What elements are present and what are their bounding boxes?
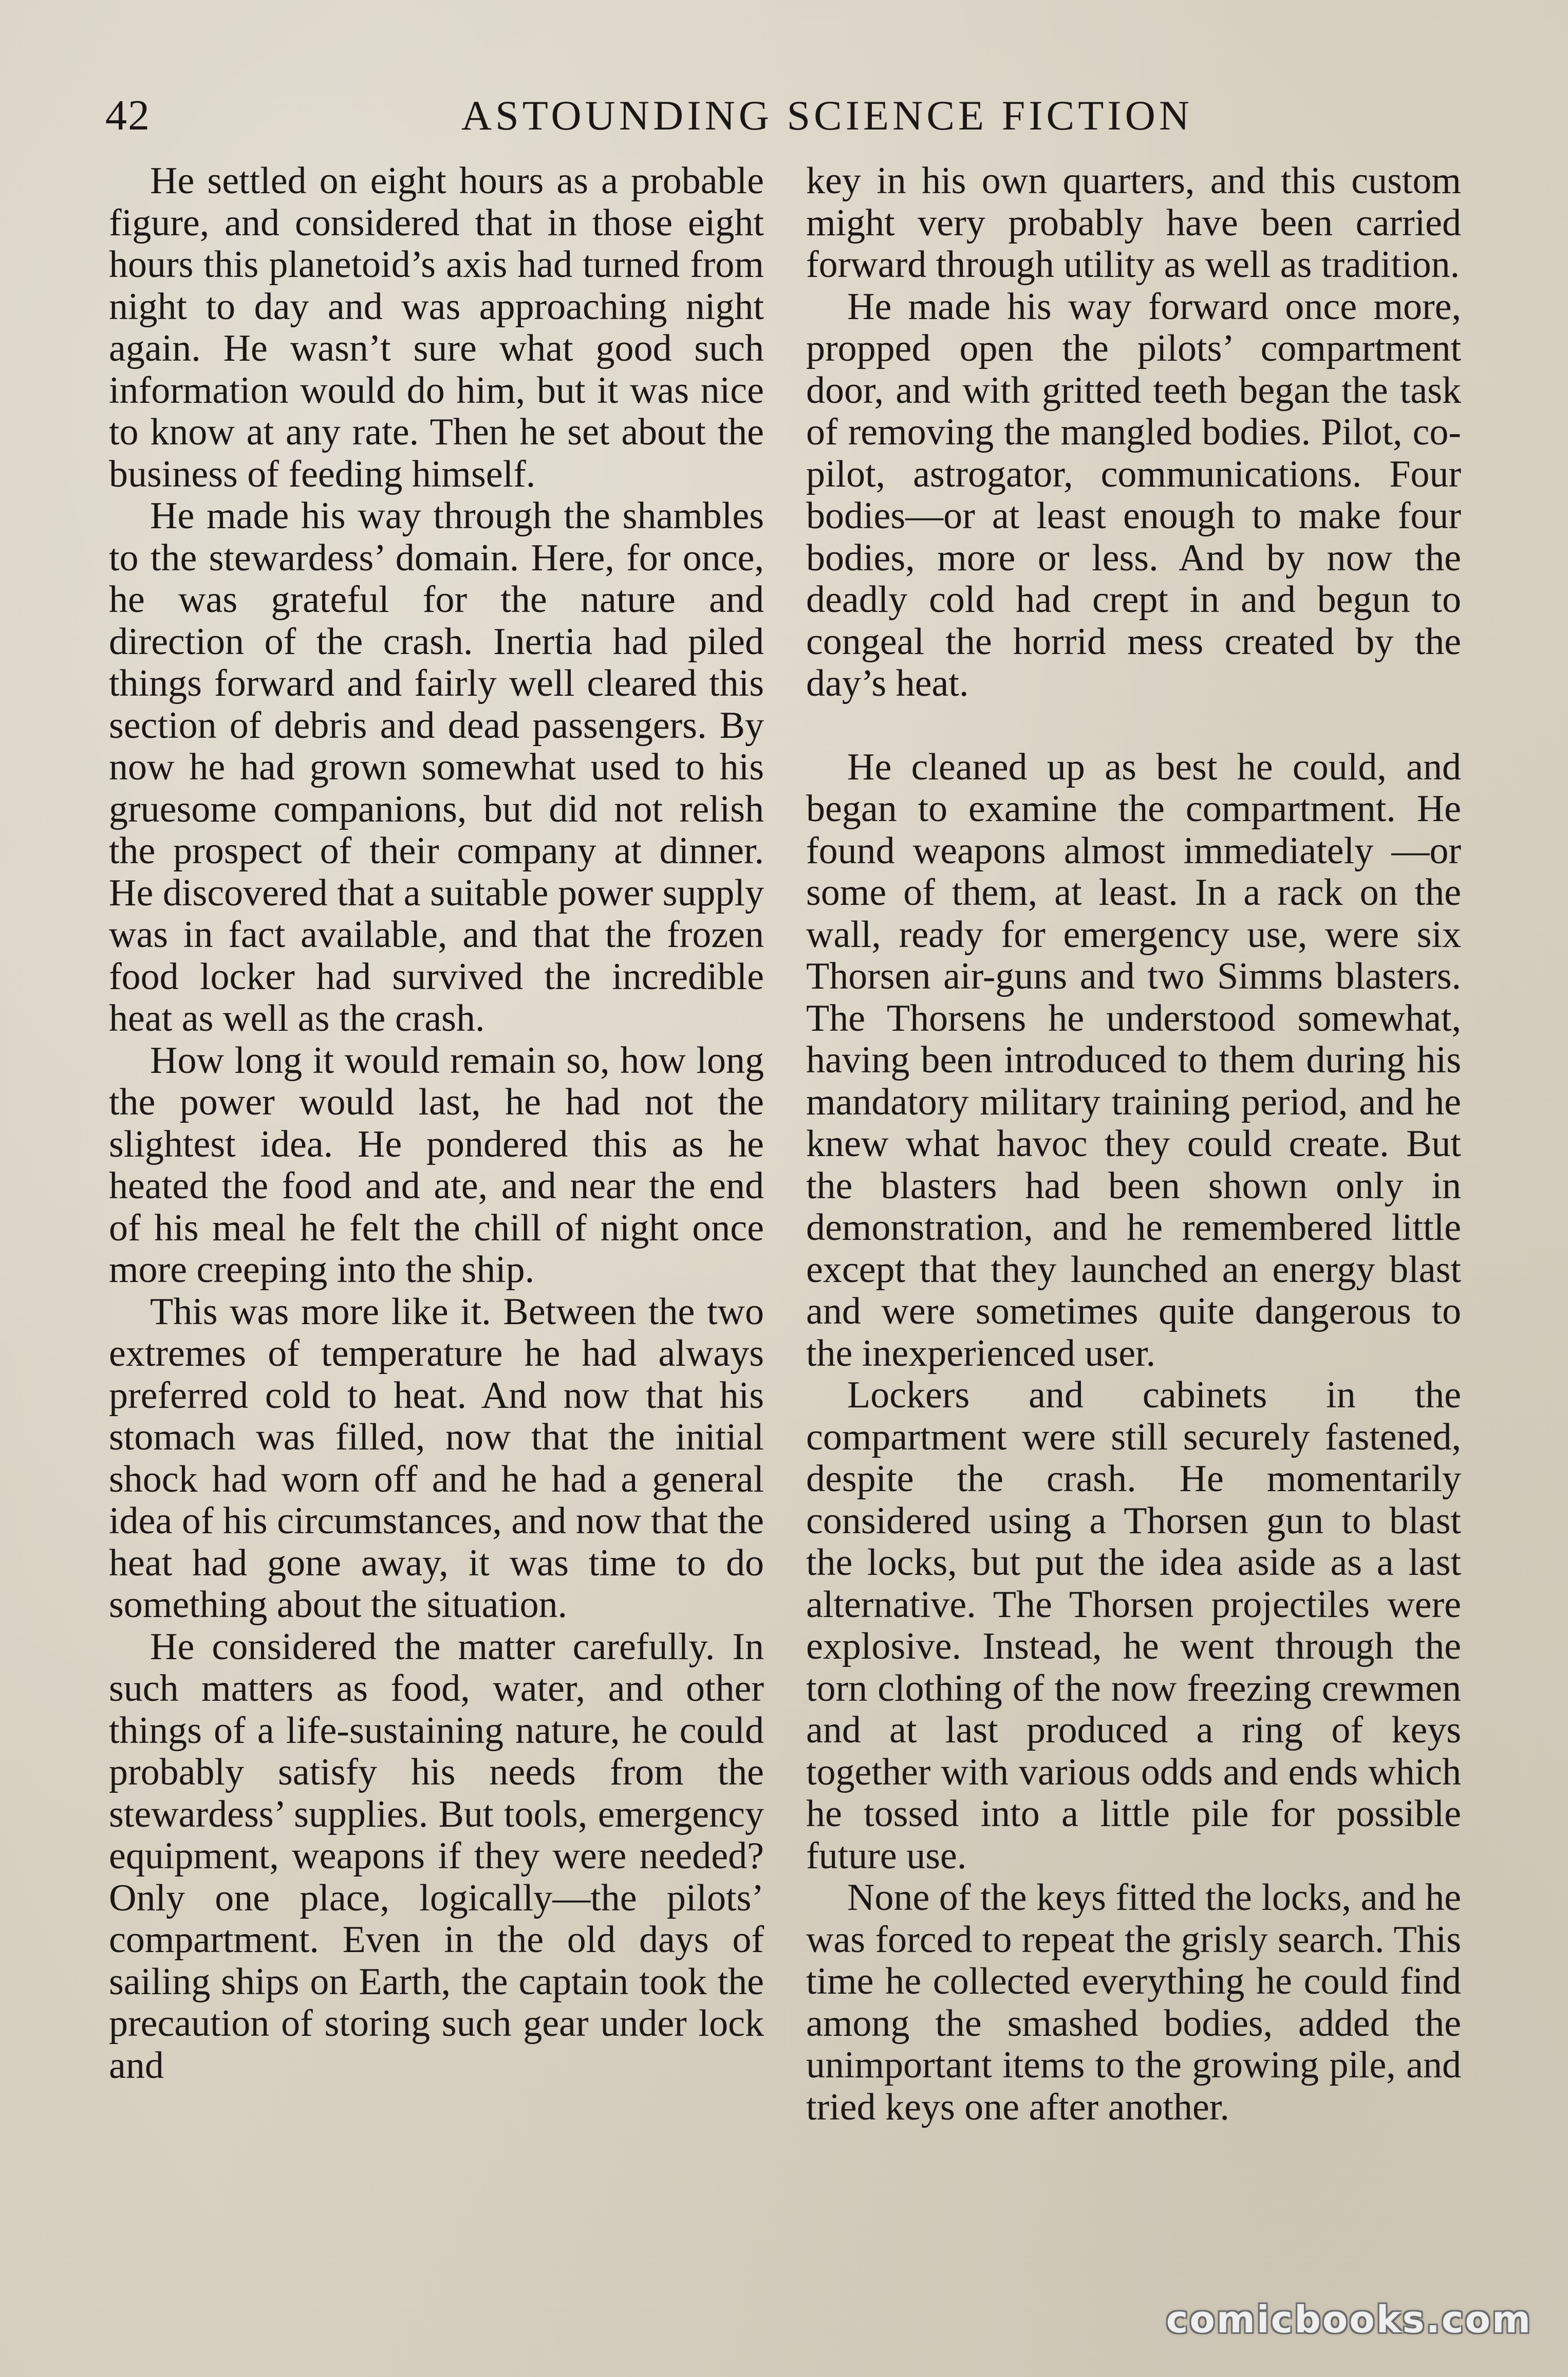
- paragraph-continued: key in his own quarters, and this custom might very probably have been carried forward through utility as well as tradition.: [806, 160, 1461, 286]
- journal-title: ASTOUNDING SCIENCE FICTION: [461, 92, 1193, 139]
- paragraph: He settled on eight hours as a probable figure, and considered that in those eight hours this planetoid’s axis had turned from night to day and was approaching night again. He wasn’t sure what good such information would do him, but it was nice to know at any rate. Then he set about the business of feeding himself.: [109, 160, 764, 495]
- right-column: [806, 160, 1461, 2257]
- paragraph: He cleaned up as best he could, and began to examine the compartment. He found weapons almost immediately —or some of them, at least. In a rack on the wall, ready for emergency use, were six Thorsen air-guns and two Simms blasters. The Thorsens he understood somewhat, having been introduced to them during his mandatory military training period, and he knew what havoc they could create. But the blasters had been shown only in demonstration, and he remembered little except that they launched an energy blast and were sometimes quite dangerous to the inexperienced user.: [806, 746, 1461, 1375]
- paragraph: This was more like it. Between the two extremes of temperature he had always preferred cold to heat. And now that his stomach was filled, now that the initial shock had worn off and he had a general idea of his circumstances, and now that the heat had gone away, it was time to do something about the situation.: [109, 1290, 764, 1626]
- left-column: [109, 160, 764, 2257]
- paragraph: He considered the matter carefully. In such matters as food, water, and other things of a life-sustaining nature, he could probably satisfy his needs from the stewardess’ supplies. But tools, emergency equipment, weapons if they were needed? Only one place, logically—the pilots’ compartment. Even in the old days of sailing ships on Earth, the captain took the precaution of storing such gear under lock and: [109, 1625, 764, 2087]
- paragraph: Lockers and cabinets in the compartment were still securely fastened, despite the crash. He momentarily considered using a Thorsen gun to blast the locks, but put the idea aside as a last alternative. The Thorsen projectiles were explosive. Instead, he went through the torn clothing of the now freezing crewmen and at last produced a ring of keys together with various odds and ends which he tossed into a little pile for possible future use.: [806, 1374, 1461, 1877]
- running-head: [105, 90, 1462, 146]
- paragraph: He made his way forward once more, propped open the pilots’ compartment door, and with gritted teeth began the task of removing the mangled bodies. Pilot, co-pilot, astrogator, communications. Four bodies—or at least enough to make four bodies, more or less. And by now the deadly cold had crept in and begun to congeal the horrid mess created by the day’s heat.: [806, 285, 1461, 704]
- paragraph: None of the keys fitted the locks, and he was forced to repeat the grisly search. This time he collected everything he could find among the smashed bodies, added the unimportant items to the growing pile, and tried keys one after another.: [806, 1877, 1461, 2128]
- page-number: 42: [105, 91, 151, 139]
- paragraph: How long it would remain so, how long the power would last, he had not the slightest idea. He pondered this as he heated the food and ate, and near the end of his meal he felt the chill of night once more creeping into the ship.: [109, 1039, 764, 1291]
- watermark: comicbooks.com: [1166, 2298, 1532, 2341]
- paragraph: He made his way through the shambles to the stewardess’ domain. Here, for once, he was grateful for the nature and direction of the crash. Inertia had piled things forward and fairly well cleared this section of debris and dead passengers. By now he had grown somewhat used to his gruesome companions, but did not relish the prospect of their company at dinner. He discovered that a suitable power supply was in fact available, and that the frozen food locker had survived the incredible heat as well as the crash.: [109, 495, 764, 1039]
- text-columns: [109, 160, 1461, 2257]
